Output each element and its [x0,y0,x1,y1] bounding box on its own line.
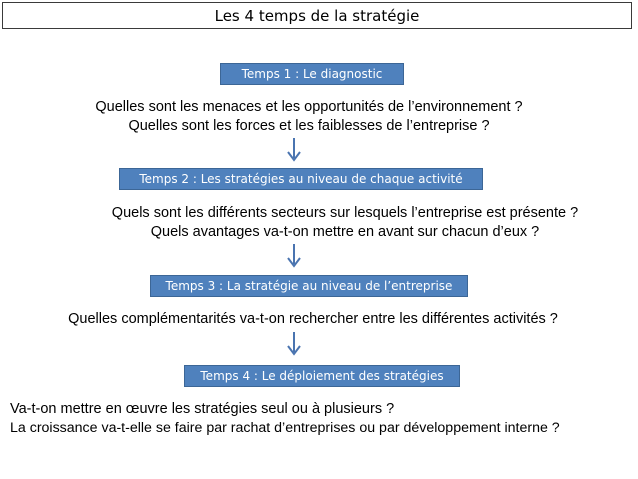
step-2-question-2: Quels avantages va-t-on mettre en avant sur chacun d’eux ? [150,224,540,240]
down-arrow-icon [284,138,304,168]
step-4-question-1: Va-t-on mettre en œuvre les stratégies seul ou à plusieurs ? [10,401,395,417]
step-1-box: Temps 1 : Le diagnostic [220,63,404,85]
step-3-question-1: Quelles complémentarités va-t-on rechercher entre les différentes activités ? [68,311,558,327]
page-title: Les 4 temps de la stratégie [2,2,632,29]
step-3-box: Temps 3 : La stratégie au niveau de l’entreprise [150,275,468,297]
step-2-box: Temps 2 : Les stratégies au niveau de chaque activité [119,168,483,190]
step-1-question-1: Quelles sont les menaces et les opportunités de l’environnement ? [95,99,523,115]
step-4-box: Temps 4 : Le déploiement des stratégies [184,365,460,387]
down-arrow-icon [284,244,304,274]
step-1-question-2: Quelles sont les forces et les faiblesses de l’entreprise ? [128,118,490,134]
down-arrow-icon [284,332,304,362]
step-4-question-2: La croissance va-t-elle se faire par rachat d’entreprises ou par développement interne ? [10,420,560,436]
step-2-question-1: Quels sont les différents secteurs sur lesquels l’entreprise est présente ? [111,205,579,221]
